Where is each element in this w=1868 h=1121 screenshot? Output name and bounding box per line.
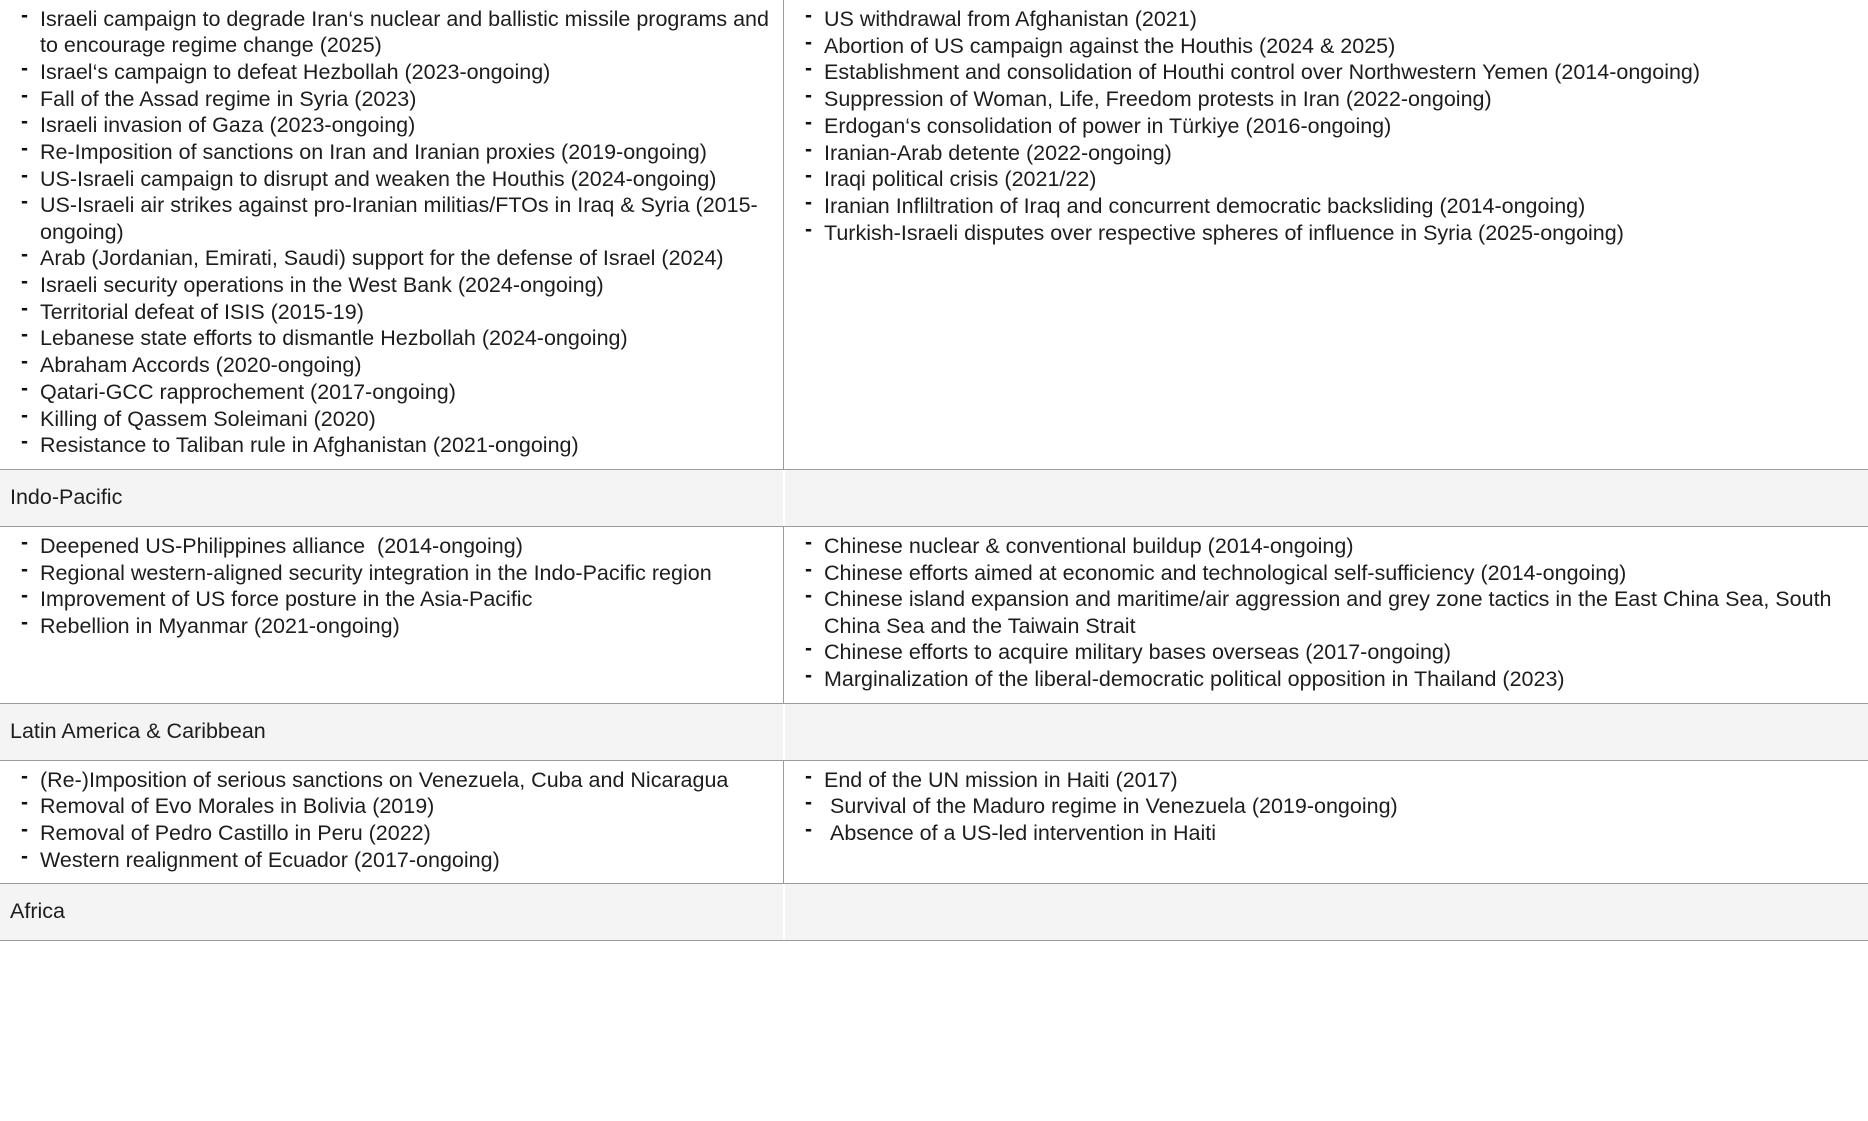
dash-bullet-icon: - — [805, 663, 812, 687]
dash-bullet-icon: - — [21, 376, 28, 400]
outcomes-cell-left — [0, 0, 784, 469]
dash-bullet-icon: - — [21, 557, 28, 581]
list-item — [10, 613, 773, 639]
list-item-label: Establishment and consolidation of Houthi control over Northwestern Yemen (2014-ongoing) — [824, 60, 1701, 85]
list-item-label: Territorial defeat of ISIS (2015-19) — [40, 299, 364, 324]
section-header-row — [0, 884, 1868, 941]
list-item-label: Fall of the Assad regime in Syria (2023) — [40, 86, 417, 111]
list-item — [10, 530, 773, 559]
list-item — [10, 403, 773, 432]
dash-bullet-icon: - — [21, 190, 28, 214]
dash-bullet-icon: - — [805, 530, 812, 554]
list-item-label: Turkish-Israeli disputes over respective spheres of influence in Syria (2025-ongoing) — [824, 220, 1624, 245]
dash-bullet-icon: - — [805, 584, 812, 608]
list-item-label: (Re-)Imposition of serious sanctions on Venezuela, Cuba and Nicaragua — [40, 767, 729, 792]
list-item — [794, 190, 1858, 219]
section-header-right-cell — [785, 470, 1868, 526]
list-item — [794, 639, 1858, 665]
list-item — [794, 6, 1858, 32]
list-item-label: Arab (Jordanian, Emirati, Saudi) support for the defense of Israel (2024) — [40, 246, 724, 271]
list-item — [10, 793, 773, 819]
outcomes-cell-left — [0, 761, 784, 884]
dash-bullet-icon: - — [805, 110, 812, 134]
list-item — [10, 139, 773, 165]
list-item — [10, 272, 773, 298]
list-item — [10, 296, 773, 325]
list-item-label: Improvement of US force posture in the Asia-Pacific — [40, 587, 533, 612]
list-item-label: US-Israeli campaign to disrupt and weaken the Houthis (2024-ongoing) — [40, 166, 717, 191]
list-item-label: Lebanese state efforts to dismantle Hezbollah (2024-ongoing) — [40, 326, 628, 351]
list-item — [794, 793, 1858, 819]
outcomes-cell-right — [784, 527, 1868, 703]
section-header-title: Africa — [0, 884, 783, 940]
list-item-label: US-Israeli air strikes against pro-Iranian militias/FTOs in Iraq & Syria (2015-ongoing) — [40, 193, 758, 244]
dash-bullet-icon: - — [21, 110, 28, 134]
list-item-label: Israeli security operations in the West Bank (2024-ongoing) — [40, 273, 604, 298]
section-header-right-cell — [785, 884, 1868, 940]
list-item-label: Removal of Evo Morales in Bolivia (2019) — [40, 794, 435, 819]
list-item-label: Israeli invasion of Gaza (2023-ongoing) — [40, 113, 416, 138]
dash-bullet-icon: - — [21, 403, 28, 427]
section-header-row — [0, 470, 1868, 527]
bullet-list — [794, 764, 1858, 847]
outcomes-cell-left — [0, 527, 784, 703]
dash-bullet-icon: - — [21, 296, 28, 320]
list-item-label: Absence of a US-led intervention in Haiti — [824, 821, 1216, 846]
list-item — [794, 663, 1858, 692]
bullet-list — [10, 530, 773, 639]
list-item-label: Deepened US-Philippines alliance (2014-ongoing) — [40, 533, 523, 558]
dash-bullet-icon: - — [805, 84, 812, 108]
list-item — [10, 163, 773, 192]
list-item — [794, 820, 1858, 846]
dash-bullet-icon: - — [805, 818, 812, 842]
list-item — [10, 352, 773, 378]
bullet-list — [794, 6, 1858, 246]
list-item — [10, 6, 773, 58]
list-item — [794, 764, 1858, 793]
list-item — [10, 56, 773, 85]
list-item — [794, 217, 1858, 246]
list-item-label: Abortion of US campaign against the Houthis (2024 & 2025) — [824, 33, 1396, 58]
list-item-label: Regional western-aligned security integration in the Indo-Pacific region — [40, 560, 712, 585]
dash-bullet-icon: - — [805, 57, 812, 81]
list-item-label: Erdogan‘s consolidation of power in Türkiye (2016-ongoing) — [824, 113, 1392, 138]
list-item — [794, 30, 1858, 59]
list-item — [794, 59, 1858, 85]
list-item — [10, 192, 773, 244]
list-item-label: Killing of Qassem Soleimani (2020) — [40, 406, 376, 431]
dash-bullet-icon: - — [805, 30, 812, 54]
list-item — [10, 325, 773, 351]
list-item-label: Iraqi political crisis (2021/22) — [824, 167, 1097, 192]
list-item-label: Re-Imposition of sanctions on Iran and Iranian proxies (2019-ongoing) — [40, 140, 707, 165]
dash-bullet-icon: - — [805, 557, 812, 581]
list-item — [794, 586, 1858, 638]
list-item — [10, 245, 773, 271]
dash-bullet-icon: - — [21, 270, 28, 294]
section-header-row — [0, 704, 1868, 761]
list-item-label: Suppression of Woman, Life, Freedom protests in Iran (2022-ongoing) — [824, 87, 1492, 112]
list-item — [10, 557, 773, 586]
dash-bullet-icon: - — [21, 764, 28, 788]
bullet-list — [10, 764, 773, 873]
list-item-label: End of the UN mission in Haiti (2017) — [824, 767, 1178, 792]
dash-bullet-icon: - — [21, 791, 28, 815]
list-item — [10, 820, 773, 846]
dash-bullet-icon: - — [21, 818, 28, 842]
list-item-label: Western realignment of Ecuador (2017-ongoing) — [40, 847, 500, 872]
list-item — [10, 83, 773, 112]
bullet-list — [10, 6, 773, 458]
list-item-label: Chinese efforts to acquire military bases overseas (2017-ongoing) — [824, 640, 1452, 665]
list-item — [794, 110, 1858, 139]
list-item-label: Israel‘s campaign to defeat Hezbollah (2023-ongoing) — [40, 59, 551, 84]
dash-bullet-icon: - — [21, 163, 28, 187]
list-item — [794, 137, 1858, 166]
list-item-label: Chinese efforts aimed at economic and technological self-sufficiency (2014-ongoing) — [824, 560, 1627, 585]
list-item — [10, 844, 773, 873]
dash-bullet-icon: - — [21, 137, 28, 161]
dash-bullet-icon: - — [21, 4, 28, 27]
list-item-label: Marginalization of the liberal-democratic political opposition in Thailand (2023) — [824, 666, 1565, 691]
list-item — [10, 112, 773, 138]
dash-bullet-icon: - — [805, 791, 812, 815]
dash-bullet-icon: - — [805, 637, 812, 661]
list-item-label: Qatari-GCC rapprochement (2017-ongoing) — [40, 379, 456, 404]
dash-bullet-icon: - — [21, 323, 28, 347]
table-row — [0, 527, 1868, 704]
dash-bullet-icon: - — [21, 584, 28, 608]
list-item-label: Chinese nuclear & conventional buildup (2014-ongoing) — [824, 533, 1354, 558]
outcomes-cell-right — [784, 761, 1868, 884]
dash-bullet-icon: - — [805, 164, 812, 188]
section-header-right-cell — [785, 704, 1868, 760]
list-item — [794, 166, 1858, 192]
list-item-label: Resistance to Taliban rule in Afghanistan (2021-ongoing) — [40, 433, 579, 458]
dash-bullet-icon: - — [21, 430, 28, 454]
list-item — [794, 557, 1858, 586]
list-item — [10, 432, 773, 458]
list-item-label: US withdrawal from Afghanistan (2021) — [824, 7, 1197, 31]
dash-bullet-icon: - — [21, 83, 28, 107]
section-header-title: Latin America & Caribbean — [0, 704, 783, 760]
list-item — [10, 376, 773, 405]
list-item-label: Iranian-Arab detente (2022-ongoing) — [824, 140, 1172, 165]
list-item — [794, 530, 1858, 559]
outcomes-cell-right — [784, 0, 1868, 469]
dash-bullet-icon: - — [21, 56, 28, 80]
dash-bullet-icon: - — [21, 350, 28, 374]
table-row — [0, 761, 1868, 885]
dash-bullet-icon: - — [21, 530, 28, 554]
list-item-label: Chinese island expansion and maritime/air aggression and grey zone tactics in the East China Sea, South China Sea and the Taiwain Strait — [824, 587, 1838, 638]
list-item — [10, 586, 773, 612]
dash-bullet-icon: - — [805, 137, 812, 161]
list-item-label: Survival of the Maduro regime in Venezuela (2019-ongoing) — [824, 794, 1398, 819]
list-item-label: Rebellion in Myanmar (2021-ongoing) — [40, 614, 400, 639]
dash-bullet-icon: - — [21, 611, 28, 635]
dash-bullet-icon: - — [805, 764, 812, 788]
list-item — [10, 764, 773, 793]
dash-bullet-icon: - — [805, 190, 812, 214]
list-item-label: Iranian Infliltration of Iraq and concurrent democratic backsliding (2014-ongoing) — [824, 193, 1586, 218]
bullet-list — [794, 530, 1858, 692]
table-row — [0, 0, 1868, 470]
dash-bullet-icon: - — [21, 243, 28, 267]
dash-bullet-icon: - — [805, 4, 812, 27]
dash-bullet-icon: - — [805, 217, 812, 241]
section-header-title: Indo-Pacific — [0, 470, 783, 526]
list-item-label: Removal of Pedro Castillo in Peru (2022) — [40, 821, 431, 846]
list-item-label: Israeli campaign to degrade Iran‘s nuclear and ballistic missile programs and to encourage regime change (2025) — [40, 7, 775, 58]
list-item — [794, 86, 1858, 112]
list-item-label: Abraham Accords (2020-ongoing) — [40, 353, 362, 378]
dash-bullet-icon: - — [21, 844, 28, 868]
